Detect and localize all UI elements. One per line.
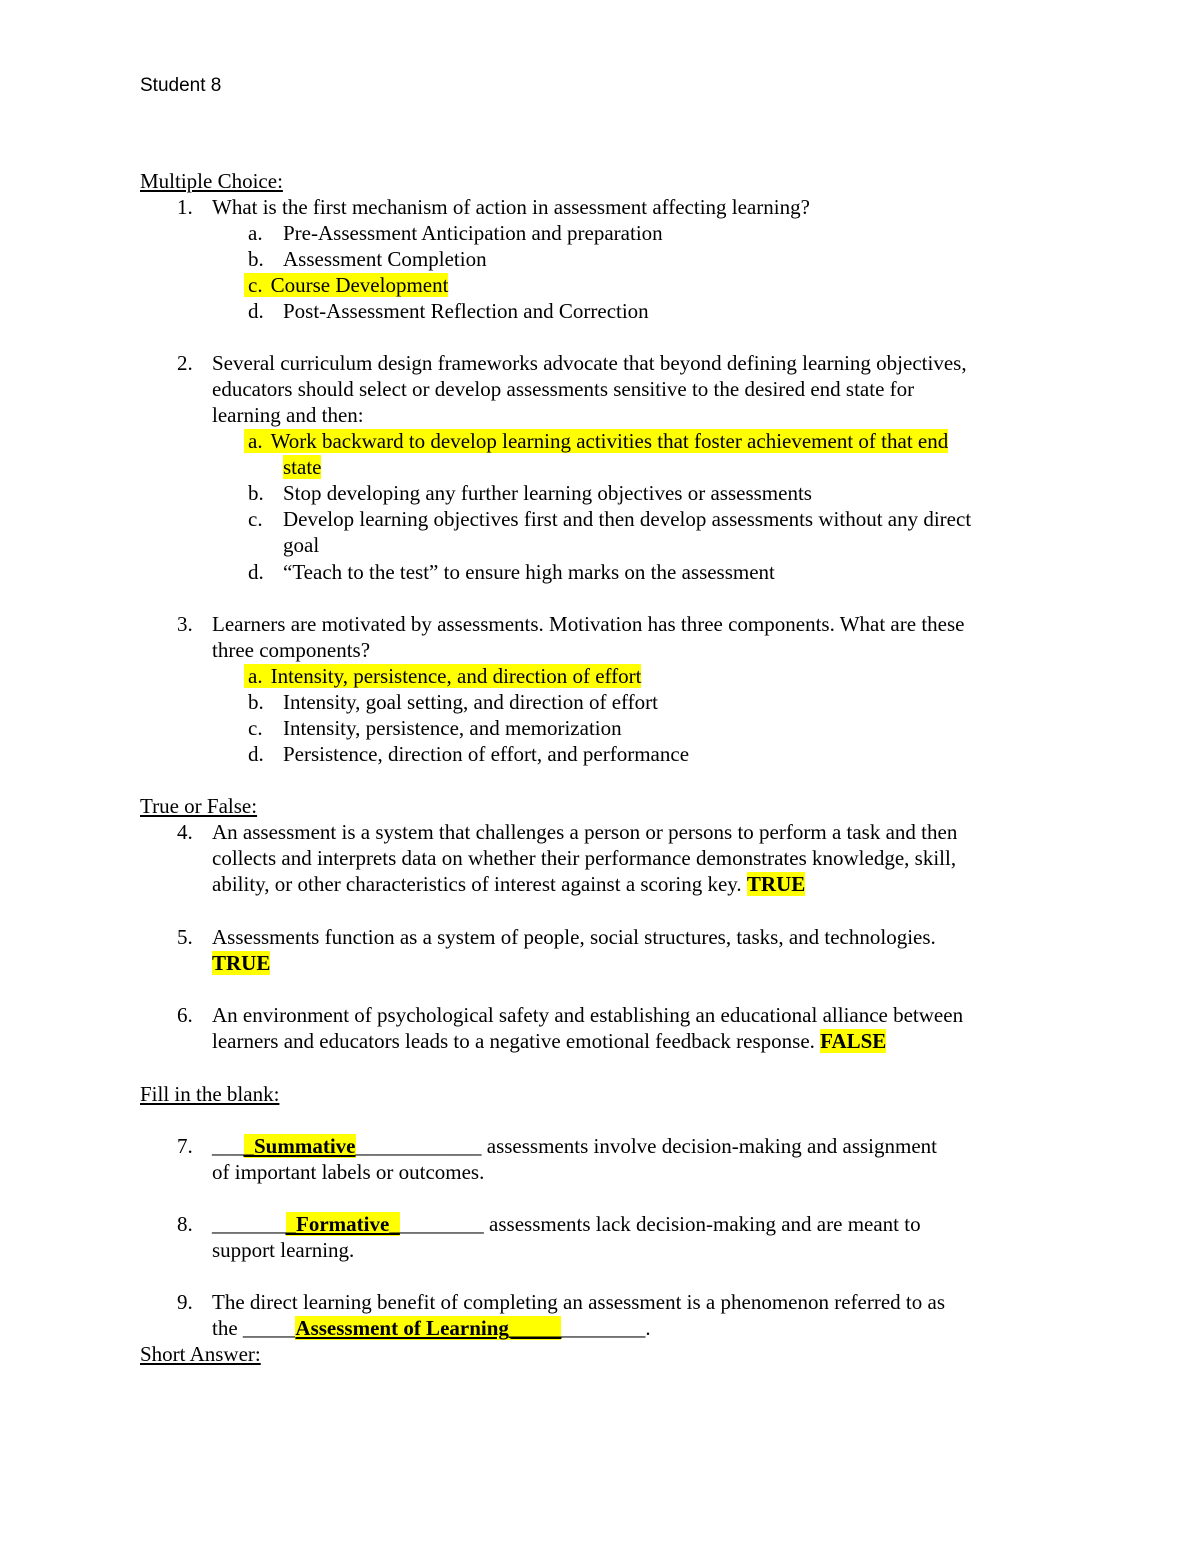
q7-blank-pre: ___ <box>212 1134 244 1158</box>
q4-text-line-1: An assessment is a system that challenges a person or persons to perform a task and then <box>212 820 958 844</box>
q7-text-line-2: of important labels or outcomes. <box>212 1160 485 1184</box>
multiple-choice-heading: Multiple Choice: <box>140 169 283 193</box>
q9-blank-post: ________ <box>561 1316 646 1340</box>
q2-option-a-answer-cont: state <box>283 455 322 479</box>
q1-number: 1. <box>177 195 193 219</box>
q7-text-line-1 <box>212 1133 937 1159</box>
q2-option-a-line-1 <box>244 428 948 454</box>
q7-blank-post: ____________ <box>355 1134 482 1158</box>
fill-in-blank-heading: Fill in the blank: <box>140 1082 280 1106</box>
q3-option-d: Persistence, direction of effort, and performance <box>283 742 690 766</box>
q3-option-a-line <box>244 663 641 689</box>
q3-option-d-letter: d. <box>248 742 264 766</box>
q2-option-b: Stop developing any further learning objectives or assessments <box>283 481 812 505</box>
q2-option-c-letter: c. <box>248 507 263 531</box>
q9-text-line-1: The direct learning benefit of completing an assessment is a phenomenon referred to as <box>212 1290 945 1314</box>
q8-answer: _Formative_ <box>285 1212 400 1236</box>
q6-text-line-2 <box>212 1028 886 1054</box>
q8-text-rest: assessments lack decision-making and are meant to <box>483 1212 921 1236</box>
q9-end: . <box>645 1316 651 1340</box>
q1-option-b: Assessment Completion <box>283 247 487 271</box>
q2-text-line-3: learning and then: <box>212 403 364 427</box>
q7-number: 7. <box>177 1134 193 1158</box>
q5-answer-line <box>212 950 270 976</box>
q5-text-line-1: Assessments function as a system of people, social structures, tasks, and technologies. <box>212 925 936 949</box>
q8-blank-pre: _______ <box>212 1212 286 1236</box>
q4-answer: TRUE <box>746 872 806 896</box>
q3-option-b-letter: b. <box>248 690 264 714</box>
q3-number: 3. <box>177 612 193 636</box>
q2-text-line-2: educators should select or develop assessments sensitive to the desired end state for <box>212 377 915 401</box>
q4-text-line-3 <box>212 871 805 897</box>
q1-option-d: Post-Assessment Reflection and Correction <box>283 299 649 323</box>
q1-option-c-letter: c. <box>244 273 263 297</box>
q1-option-a-letter: a. <box>248 221 263 245</box>
q7-text-rest: assessments involve decision-making and assignment <box>481 1134 938 1158</box>
q3-option-a-answer: Intensity, persistence, and direction of effort <box>263 664 642 688</box>
q3-text-line-1: Learners are motivated by assessments. Motivation has three components. What are these <box>212 612 965 636</box>
q2-text-line-1: Several curriculum design frameworks advocate that beyond defining learning objectives, <box>212 351 967 375</box>
q9-number: 9. <box>177 1290 193 1314</box>
q8-text-line-2: support learning. <box>212 1238 355 1262</box>
q1-option-d-letter: d. <box>248 299 264 323</box>
q3-option-c: Intensity, persistence, and memorization <box>283 716 622 740</box>
q8-text-line-1 <box>212 1211 921 1237</box>
q8-number: 8. <box>177 1212 193 1236</box>
q3-option-b: Intensity, goal setting, and direction of effort <box>283 690 658 714</box>
q6-answer: FALSE <box>820 1029 887 1053</box>
q2-option-c-line-1: Develop learning objectives first and then develop assessments without any direct <box>283 507 972 531</box>
q3-option-a-letter: a. <box>244 664 263 688</box>
q9-answer: Assessment of Learning_____ <box>295 1316 562 1340</box>
true-false-heading: True or False: <box>140 794 258 818</box>
q2-number: 2. <box>177 351 193 375</box>
q2-option-c-line-2: goal <box>283 533 320 557</box>
q9-blank-pre: the _____ <box>212 1316 296 1340</box>
q2-option-b-letter: b. <box>248 481 264 505</box>
q2-option-d-letter: d. <box>248 560 264 584</box>
q1-option-c-answer: Course Development <box>263 273 449 297</box>
q9-text-line-2 <box>212 1315 651 1341</box>
q4-text-line-2: collects and interprets data on whether their performance demonstrates knowledge, skill, <box>212 846 957 870</box>
q7-answer: _Summative <box>243 1134 356 1158</box>
q8-blank-post: ________ <box>399 1212 484 1236</box>
q2-option-a-line-2 <box>283 454 321 480</box>
q5-number: 5. <box>177 925 193 949</box>
q3-text-line-2: three components? <box>212 638 371 662</box>
q6-text-line-2-body: learners and educators leads to a negative emotional feedback response. <box>212 1029 821 1053</box>
q1-option-a: Pre-Assessment Anticipation and preparation <box>283 221 663 245</box>
q3-option-c-letter: c. <box>248 716 263 740</box>
q1-option-c-line <box>244 272 448 298</box>
q2-option-a-answer: Work backward to develop learning activities that foster achievement of that end <box>263 429 949 453</box>
q4-number: 4. <box>177 820 193 844</box>
q1-text: What is the first mechanism of action in assessment affecting learning? <box>212 195 810 219</box>
q6-text-line-1: An environment of psychological safety and establishing an educational alliance between <box>212 1003 964 1027</box>
q2-option-a-letter: a. <box>244 429 263 453</box>
q5-answer: TRUE <box>212 951 271 975</box>
q4-text-line-3-body: ability, or other characteristics of interest against a scoring key. <box>212 872 747 896</box>
student-label: Student 8 <box>140 75 222 96</box>
q1-option-b-letter: b. <box>248 247 264 271</box>
q6-number: 6. <box>177 1003 193 1027</box>
short-answer-heading: Short Answer: <box>140 1342 261 1366</box>
q2-option-d: “Teach to the test” to ensure high marks on the assessment <box>283 560 775 584</box>
